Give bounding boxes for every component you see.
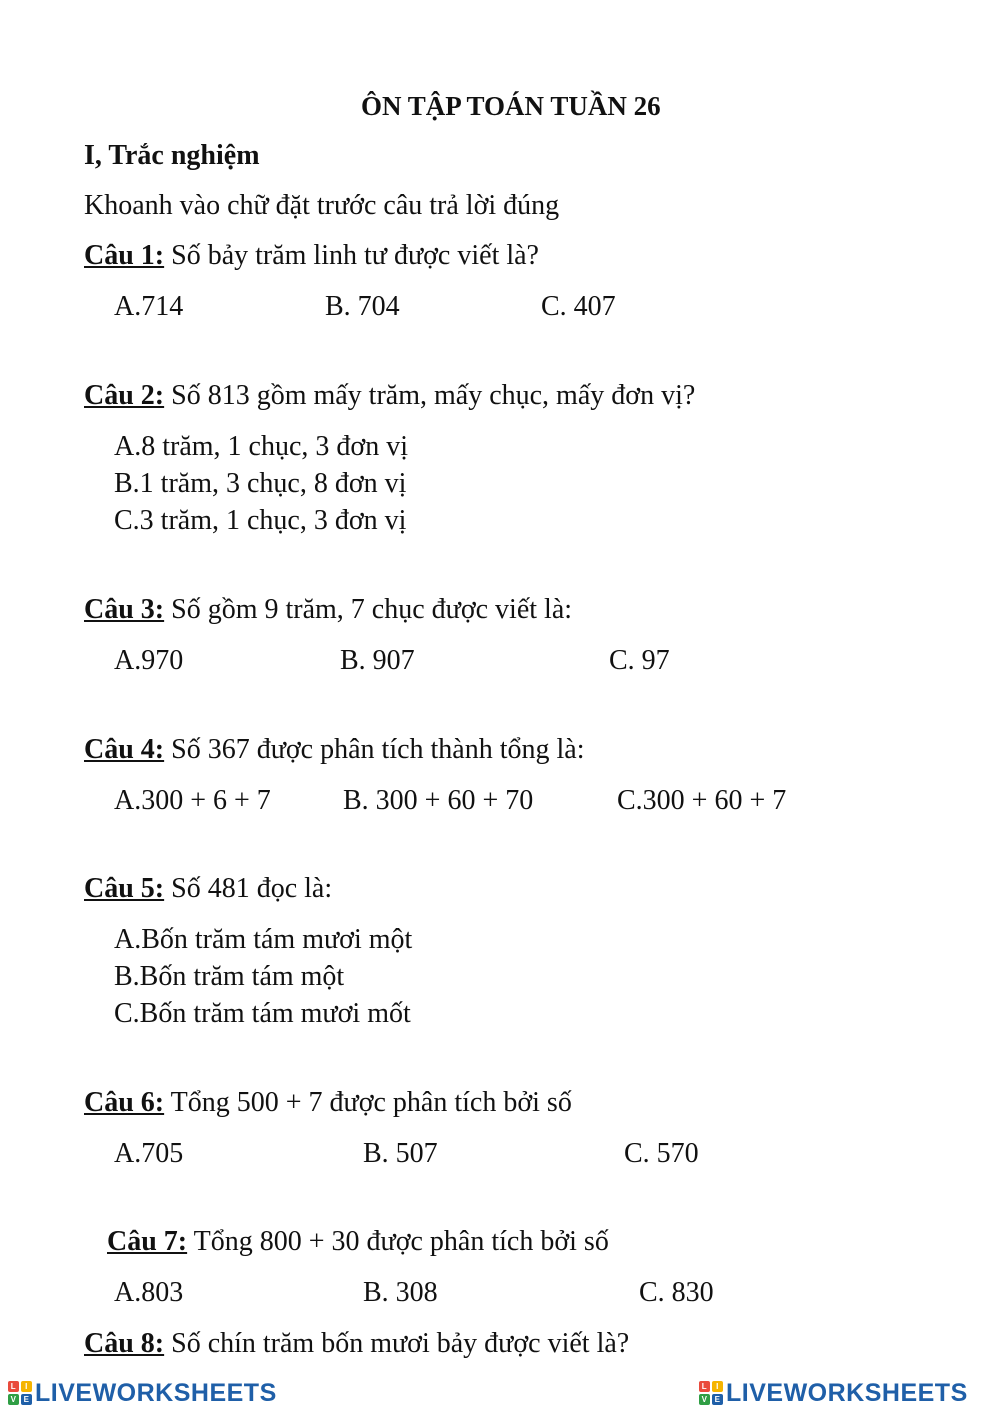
footer-watermark-left bbox=[8, 1378, 277, 1408]
question-6 bbox=[84, 1087, 572, 1119]
answer-option-b[interactable]: B.1 trăm, 3 chục, 8 đơn vị bbox=[114, 468, 407, 499]
liveworksheets-logo-icon: L I V E bbox=[699, 1381, 723, 1405]
question-text: Số chín trăm bốn mươi bảy được viết là? bbox=[164, 1328, 630, 1359]
question-label: Câu 3: bbox=[84, 594, 165, 625]
answer-option-c[interactable]: C. 830 bbox=[639, 1277, 714, 1308]
question-text: Tổng 800 + 30 được phân tích bởi số bbox=[187, 1226, 609, 1257]
brand-name: LIVEWORKSHEETS bbox=[726, 1378, 968, 1407]
question-label: Câu 8: bbox=[84, 1328, 165, 1359]
section-heading: I, Trắc nghiệm bbox=[84, 140, 260, 171]
answer-option-c[interactable]: C. 570 bbox=[624, 1138, 699, 1169]
answer-option-a[interactable]: A.970 bbox=[114, 645, 184, 676]
instruction: Khoanh vào chữ đặt trước câu trả lời đúng bbox=[84, 190, 560, 221]
answer-option-a[interactable]: A.714 bbox=[114, 291, 184, 322]
question-label: Câu 7: bbox=[107, 1226, 188, 1257]
question-text: Số 367 được phân tích thành tổng là: bbox=[164, 734, 585, 765]
question-label: Câu 6: bbox=[84, 1087, 165, 1118]
footer-watermark-right bbox=[699, 1378, 968, 1408]
answer-option-c[interactable]: C.3 trăm, 1 chục, 3 đơn vị bbox=[114, 505, 407, 536]
answer-option-a[interactable]: A.300 + 6 + 7 bbox=[114, 785, 271, 816]
question-label: Câu 2: bbox=[84, 380, 165, 411]
question-4 bbox=[84, 734, 585, 766]
question-text: Số 481 đọc là: bbox=[164, 873, 333, 904]
liveworksheets-logo-icon: L I V E bbox=[8, 1381, 32, 1405]
question-3 bbox=[84, 594, 572, 626]
answer-option-a[interactable]: A.Bốn trăm tám mươi một bbox=[114, 924, 413, 955]
question-text: Số gồm 9 trăm, 7 chục được viết là: bbox=[164, 594, 573, 625]
question-2 bbox=[84, 380, 695, 412]
answer-option-c[interactable]: C. 97 bbox=[609, 645, 670, 676]
question-1 bbox=[84, 240, 539, 272]
answer-option-b[interactable]: B. 507 bbox=[363, 1138, 438, 1169]
question-8 bbox=[84, 1328, 629, 1360]
answer-option-a[interactable]: A.8 trăm, 1 chục, 3 đơn vị bbox=[114, 431, 408, 462]
question-text: Số 813 gồm mấy trăm, mấy chục, mấy đơn vị? bbox=[164, 380, 696, 411]
question-text: Tổng 500 + 7 được phân tích bởi số bbox=[164, 1087, 572, 1118]
answer-option-a[interactable]: A.803 bbox=[114, 1277, 184, 1308]
answer-option-c[interactable]: C.Bốn trăm tám mươi mốt bbox=[114, 998, 411, 1029]
answer-option-a[interactable]: A.705 bbox=[114, 1138, 184, 1169]
question-7 bbox=[107, 1226, 609, 1258]
page-title: ÔN TẬP TOÁN TUẦN 26 bbox=[361, 91, 661, 121]
question-label: Câu 4: bbox=[84, 734, 165, 765]
answer-option-b[interactable]: B. 308 bbox=[363, 1277, 438, 1308]
question-label: Câu 1: bbox=[84, 240, 165, 271]
answer-option-c[interactable]: C. 407 bbox=[541, 291, 616, 322]
question-5 bbox=[84, 873, 332, 905]
brand-name: LIVEWORKSHEETS bbox=[35, 1378, 277, 1407]
answer-option-b[interactable]: B. 907 bbox=[340, 645, 415, 676]
answer-option-b[interactable]: B. 300 + 60 + 70 bbox=[343, 785, 534, 816]
answer-option-c[interactable]: C.300 + 60 + 7 bbox=[617, 785, 787, 816]
answer-option-b[interactable]: B.Bốn trăm tám một bbox=[114, 961, 345, 992]
answer-option-b[interactable]: B. 704 bbox=[325, 291, 400, 322]
question-label: Câu 5: bbox=[84, 873, 165, 904]
question-text: Số bảy trăm linh tư được viết là? bbox=[164, 240, 539, 271]
